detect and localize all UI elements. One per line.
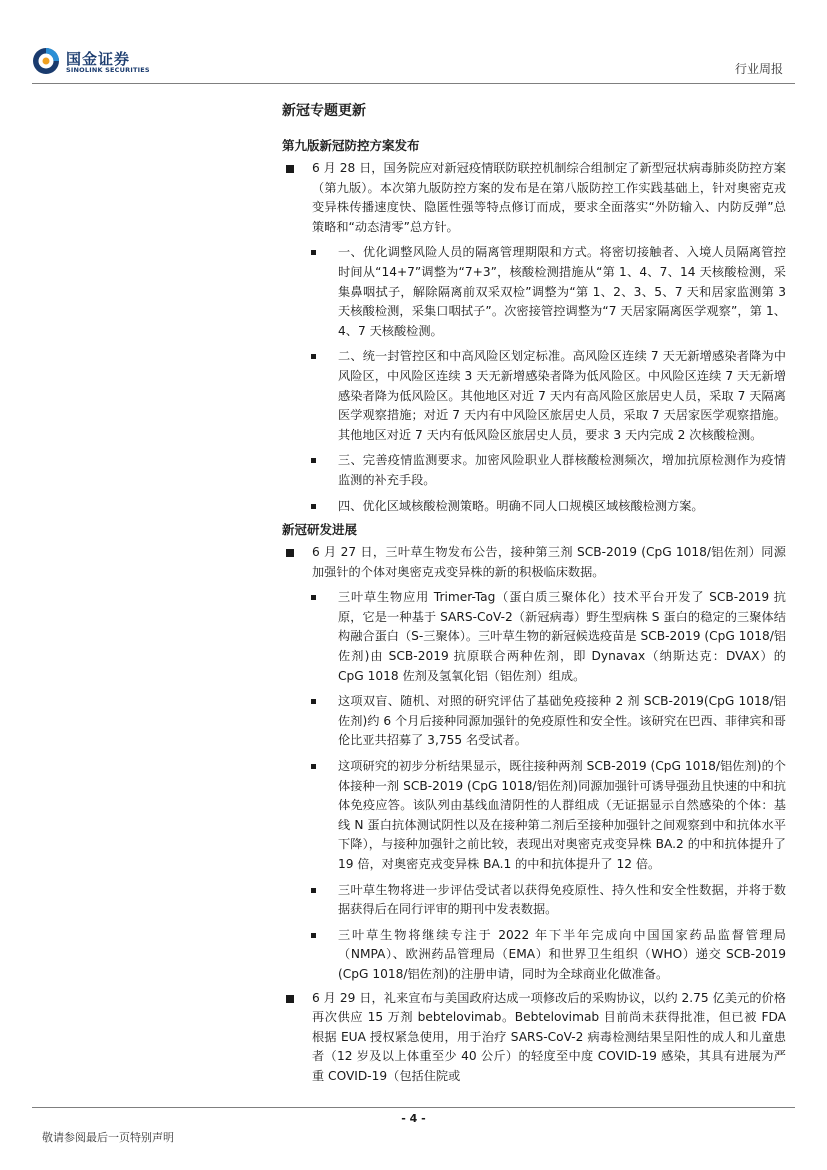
sinolink-logo-icon [32, 47, 60, 75]
bullet-paragraph [282, 989, 786, 1087]
report-type-label: 行业周报 [734, 62, 783, 76]
paragraph-text: 6 月 28 日，国务院应对新冠疫情联防联控机制综合组制定了新型冠状病毒肺炎防控方案（第九版）。本次第九版防控方案的发布是在第八版防控工作实践基础上，针对奥密克戎变异株传播速度快、隐匿性强等特点修订而成，要求全面落实“外防输入、内防反弹”总策略和“动态清零”总方针。 [312, 161, 786, 234]
company-logo [32, 47, 162, 79]
section-title: 新冠专题更新 [282, 103, 366, 119]
logo-chinese-text: 国金证券 [66, 50, 131, 68]
sub-bullet-item [282, 451, 786, 490]
sub-bullet-item [282, 757, 786, 875]
small-square-bullet-icon [311, 595, 316, 600]
sub-bullet-item [282, 926, 786, 985]
page-number: - 4 - [401, 1112, 426, 1125]
header-divider [32, 83, 795, 84]
sub-bullet-text: 三叶草生物应用 Trimer-Tag（蛋白质三聚体化）技术平台开发了 SCB-2019 抗原，它是一种基于 SARS-CoV-2（新冠病毒）野生型病株 S 蛋白的稳定的三聚体结构融合蛋白（S-三聚体）。三叶草生物的新冠候选疫苗是 SCB-2019 (CpG 1018/铝佐剂)由 SCB-2019 抗原联合两种佐剂，即 Dynavax（纳斯达克：DVAX）的 CpG 1018 佐剂及氢氧化铝（铝佐剂）组成。 [338, 590, 786, 683]
paragraph-text: 6 月 27 日，三叶草生物发布公告，接种第三剂 SCB-2019 (CpG 1018/铝佐剂）同源加强针的个体对奥密克戎变异株的新的积极临床数据。 [312, 545, 786, 579]
main-content [282, 100, 786, 1087]
sub-bullet-text: 这项双盲、随机、对照的研究评估了基础免疫接种 2 剂 SCB-2019(CpG 1018/铝佐剂)约 6 个月后接种同源加强针的免疫原性和安全性。该研究在巴西、菲律宾和哥伦比亚共招募了 3,755 名受试者。 [338, 694, 786, 748]
small-square-bullet-icon [311, 764, 316, 769]
logo-english-text: SINOLINK SECURITIES [66, 66, 150, 74]
sub-bullet-text: 二、统一封管控区和中高风险区划定标准。高风险区连续 7 天无新增感染者降为中风险区，中风险区连续 3 天无新增感染者降为低风险区。中风险区连续 7 天无新增感染者降为低风险区。其他地区对近 7 天内有高风险区旅居史人员，采取 7 天隔离医学观察措施；对近 7 天内有中风险区旅居史人员，采取 7 天居家医学观察措施。其他地区对近 7 天内有低风险区旅居史人员，要求 3 天内完成 2 次核酸检测。 [338, 349, 786, 442]
square-bullet-icon [286, 165, 294, 173]
sub-bullet-text: 三叶草生物将继续专注于 2022 年下半年完成向中国国家药品监督管理局（NMPA）、欧洲药品管理局（EMA）和世界卫生组织（WHO）递交 SCB-2019 (CpG 1018/铝佐剂)的注册申请，同时为全球商业化做准备。 [338, 927, 786, 981]
small-square-bullet-icon [311, 354, 316, 359]
subsection-title-rnd-progress: 新冠研发进展 [282, 522, 358, 538]
sub-bullet-item [282, 692, 786, 751]
small-square-bullet-icon [311, 504, 316, 509]
subsection-title-ninth-plan: 第九版新冠防控方案发布 [282, 138, 420, 153]
small-square-bullet-icon [311, 458, 316, 463]
sub-bullet-text: 这项研究的初步分析结果显示，既往接种两剂 SCB-2019 (CpG 1018/铝佐剂)的个体接种一剂 SCB-2019 (CpG 1018/铝佐剂)同源加强针可诱导强劲且快速的中和抗体免疫应答。该队列由基线血清阴性的人群组成（无证据显示自然感染的个体：基线 N 蛋白抗体测试阴性以及在接种第二剂后至接种加强针之间观察到中和抗体水平下降），与接种加强针之前比较，表现出对奥密克戎变异株 BA.2 的中和抗体提升了 19 倍，对奥密克戎变异株 BA.1 的中和抗体提升了 12 倍。 [338, 759, 786, 871]
sub-bullet-text: 三叶草生物将进一步评估受试者以获得免疫原性、持久性和安全性数据，并将于数据获得后在同行评审的期刊中发表数据。 [338, 882, 786, 917]
sub-bullet-text: 一、优化调整风险人员的隔离管理期限和方式。将密切接触者、入境人员隔离管控时间从“14+7”调整为“7+3”，核酸检测措施从“第 1、4、7、14 天核酸检测，采集鼻咽拭子，解除隔离前双采双检”调整为“第 1、2、3、5、7 天和居家监测第 3 天核酸检测，采集口咽拭子”。次密接管控调整为“7 天居家隔离医学观察”，第 1、4、7 天核酸检测。 [338, 245, 786, 338]
page-header [0, 0, 827, 84]
sub-bullet-item [282, 347, 786, 445]
bullet-paragraph [282, 543, 786, 582]
small-square-bullet-icon [311, 250, 316, 255]
sub-bullet-text: 三、完善疫情监测要求。加密风险职业人群核酸检测频次，增加抗原检测作为疫情监测的补充手段。 [338, 453, 786, 487]
sub-bullet-item [282, 497, 786, 517]
sub-bullet-item [282, 243, 786, 341]
small-square-bullet-icon [311, 888, 316, 893]
small-square-bullet-icon [311, 699, 316, 704]
square-bullet-icon [286, 995, 294, 1003]
small-square-bullet-icon [311, 933, 316, 938]
footer-divider [32, 1107, 795, 1108]
disclaimer-note: 敬请参阅最后一页特别声明 [42, 1131, 174, 1144]
square-bullet-icon [286, 549, 294, 557]
bullet-paragraph [282, 159, 786, 237]
sub-bullet-text: 四、优化区域核酸检测策略。明确不同人口规模区域核酸检测方案。 [338, 498, 704, 513]
sub-bullet-item [282, 588, 786, 686]
paragraph-text: 6 月 29 日，礼来宣布与美国政府达成一项修改后的采购协议，以约 2.75 亿美元的价格再次供应 15 万剂 bebtelovimab。Bebtelovimab 目前尚未获得批准，但已被 FDA 根据 EUA 授权紧急使用，用于治疗 SARS-CoV-2 病毒检测结果呈阳性的成人和儿童患者（12 岁及以上体重至少 40 公斤）的轻度至中度 COVID-19 感染，其具有进展为严重 COVID-19（包括住院或 [312, 990, 786, 1083]
sub-bullet-item [282, 881, 786, 920]
